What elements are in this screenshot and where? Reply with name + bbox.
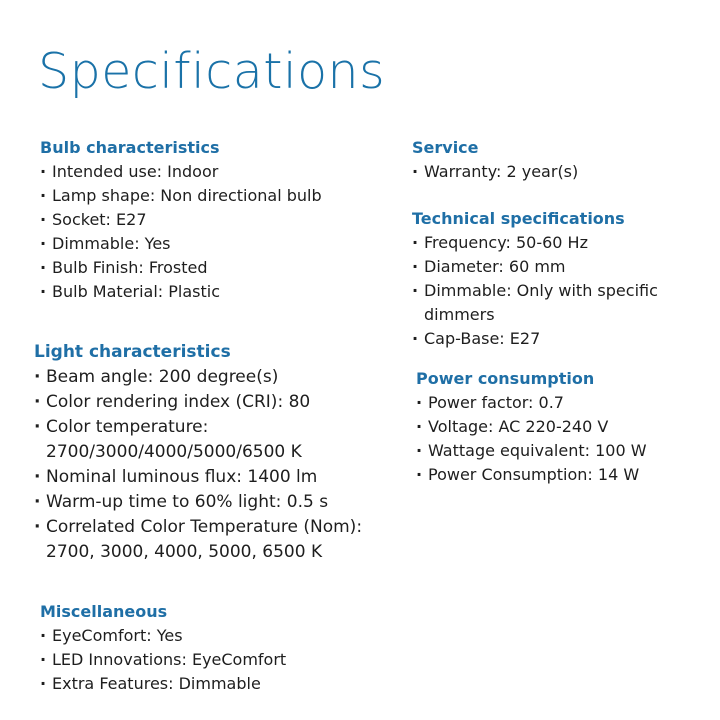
section-bulb-characteristics <box>40 136 400 304</box>
spec-item: · Bulb Finish: Frosted <box>40 256 400 280</box>
spec-item: · Lamp shape: Non directional bulb <box>40 184 400 208</box>
spec-item: · Power factor: 0.7 <box>416 391 706 415</box>
spec-item: · EyeComfort: Yes <box>40 624 400 648</box>
spec-item: · Correlated Color Temperature (Nom): 2700, 3000, 4000, 5000, 6500 K <box>34 515 374 565</box>
spec-item: · Warranty: 2 year(s) <box>412 160 702 184</box>
section-power-consumption <box>416 367 706 487</box>
section-heading: Miscellaneous <box>40 602 168 621</box>
section-service <box>412 136 702 184</box>
spec-item: · Nominal luminous flux: 1400 lm <box>34 465 374 490</box>
spec-item: · Dimmable: Yes <box>40 232 400 256</box>
section-heading: Service <box>412 138 479 157</box>
section-light-characteristics <box>34 340 404 565</box>
section-heading: Bulb characteristics <box>40 138 220 157</box>
spec-item: · Intended use: Indoor <box>40 160 400 184</box>
spec-item: · Warm-up time to 60% light: 0.5 s <box>34 490 374 515</box>
spec-item: · Extra Features: Dimmable <box>40 672 400 696</box>
section-heading: Technical specifications <box>412 209 625 228</box>
spec-item: · Color temperature: 2700/3000/4000/5000/6500 K <box>34 415 374 465</box>
spec-item: · Power Consumption: 14 W <box>416 463 706 487</box>
spec-item: · Voltage: AC 220-240 V <box>416 415 706 439</box>
section-miscellaneous <box>40 600 400 696</box>
page-title: Specifications <box>38 43 386 100</box>
section-heading: Power consumption <box>416 369 595 388</box>
section-heading: Light characteristics <box>34 342 231 362</box>
spec-item: · LED Innovations: EyeComfort <box>40 648 400 672</box>
spec-item: · Dimmable: Only with specific dimmers <box>412 279 674 327</box>
spec-item: · Bulb Material: Plastic <box>40 280 400 304</box>
spec-item: · Socket: E27 <box>40 208 400 232</box>
spec-item: · Color rendering index (CRI): 80 <box>34 390 374 415</box>
section-technical-specifications <box>412 207 702 351</box>
spec-item: · Cap-Base: E27 <box>412 327 674 351</box>
spec-item: · Diameter: 60 mm <box>412 255 674 279</box>
spec-item: · Frequency: 50-60 Hz <box>412 231 674 255</box>
spec-item: · Wattage equivalent: 100 W <box>416 439 706 463</box>
spec-item: · Beam angle: 200 degree(s) <box>34 365 374 390</box>
